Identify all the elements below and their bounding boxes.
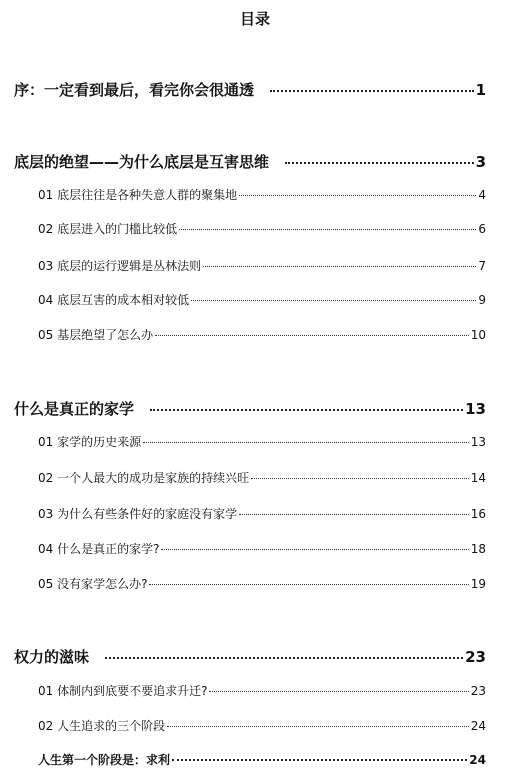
toc-entry-subsection[interactable] bbox=[38, 717, 486, 734]
toc-entry-label: 01 家学的历史来源 bbox=[38, 435, 142, 449]
dot-leader bbox=[155, 335, 469, 336]
dot-leader bbox=[285, 162, 474, 164]
toc-entry-page: 9 bbox=[478, 293, 486, 307]
toc-entry-preface[interactable] bbox=[14, 79, 486, 100]
dot-leader bbox=[239, 195, 476, 196]
toc-entry-page: 13 bbox=[465, 400, 486, 418]
toc-entry-page: 18 bbox=[470, 542, 486, 556]
toc-entry-page: 19 bbox=[470, 577, 486, 591]
toc-entry-subsection[interactable] bbox=[38, 186, 486, 203]
toc-entry-page: 1 bbox=[475, 81, 486, 99]
toc-entry-label: 02 人生追求的三个阶段 bbox=[38, 719, 166, 733]
toc-entry-label: 05 基层绝望了怎么办 bbox=[38, 328, 154, 342]
dot-leader bbox=[203, 266, 476, 267]
toc-entry-chapter[interactable] bbox=[14, 151, 486, 172]
toc-entry-page: 23 bbox=[465, 648, 486, 666]
toc-entry-subsection[interactable] bbox=[38, 575, 486, 592]
toc-entry-subsection[interactable] bbox=[38, 326, 486, 343]
dot-leader bbox=[105, 657, 463, 659]
toc-entry-label: 什么是真正的家学 bbox=[14, 400, 135, 418]
dot-leader bbox=[167, 726, 469, 727]
dot-leader bbox=[270, 90, 474, 92]
toc-entry-page: 14 bbox=[470, 471, 486, 485]
dot-leader bbox=[172, 759, 467, 761]
dot-leader bbox=[251, 478, 469, 479]
dot-leader bbox=[149, 584, 468, 585]
toc-entry-label: 05 没有家学怎么办? bbox=[38, 577, 148, 591]
toc-entry-page: 3 bbox=[475, 153, 486, 171]
toc-entry-page: 10 bbox=[470, 328, 486, 342]
toc-entry-label: 02 底层进入的门槛比较低 bbox=[38, 222, 178, 236]
dot-leader bbox=[209, 691, 468, 692]
toc-entry-label: 底层的绝望——为什么底层是互害思维 bbox=[14, 153, 270, 171]
toc-entry-subsection[interactable] bbox=[38, 505, 486, 522]
toc-entry-subsection[interactable] bbox=[38, 682, 486, 699]
toc-entry-label: 序：一定看到最后，看完你会很通透 bbox=[14, 81, 255, 99]
toc-entry-label: 04 什么是真正的家学? bbox=[38, 542, 160, 556]
toc-entry-label: 人生第一个阶段是：求利 bbox=[38, 753, 171, 767]
toc-entry-subsection[interactable] bbox=[38, 469, 486, 486]
toc-entry-subsection[interactable] bbox=[38, 540, 486, 557]
toc-entry-page: 24 bbox=[470, 719, 486, 733]
toc-entry-subsection[interactable] bbox=[38, 257, 486, 274]
toc-entry-page: 6 bbox=[478, 222, 486, 236]
toc-entry-page: 24 bbox=[469, 753, 486, 767]
toc-entry-page: 7 bbox=[478, 259, 486, 273]
toc-entry-page: 4 bbox=[478, 188, 486, 202]
toc-entry-label: 01 体制内到底要不要追求升迁? bbox=[38, 684, 208, 698]
toc-entry-label: 04 底层互害的成本相对较低 bbox=[38, 293, 190, 307]
toc-entry-page: 16 bbox=[470, 507, 486, 521]
toc-entry-subsection[interactable] bbox=[38, 220, 486, 237]
toc-entry-label: 权力的滋味 bbox=[14, 648, 90, 666]
dot-leader bbox=[179, 229, 476, 230]
dot-leader bbox=[143, 442, 469, 443]
toc-entry-page: 13 bbox=[470, 435, 486, 449]
dot-leader bbox=[150, 409, 463, 411]
toc-entry-subsection[interactable] bbox=[38, 751, 486, 768]
toc-entry-label: 03 底层的运行逻辑是丛林法则 bbox=[38, 259, 202, 273]
toc-title: 目录 bbox=[239, 10, 270, 28]
toc-entry-chapter[interactable] bbox=[14, 398, 486, 419]
dot-leader bbox=[239, 514, 469, 515]
dot-leader bbox=[191, 300, 476, 301]
toc-entry-subsection[interactable] bbox=[38, 433, 486, 450]
toc-entry-chapter[interactable] bbox=[14, 646, 486, 667]
dot-leader bbox=[161, 549, 468, 550]
toc-entry-page: 23 bbox=[470, 684, 486, 698]
toc-entry-label: 01 底层往往是各种失意人群的聚集地 bbox=[38, 188, 238, 202]
toc-entry-label: 03 为什么有些条件好的家庭没有家学 bbox=[38, 507, 238, 521]
toc-entry-label: 02 一个人最大的成功是家族的持续兴旺 bbox=[38, 471, 250, 485]
toc-entry-subsection[interactable] bbox=[38, 291, 486, 308]
